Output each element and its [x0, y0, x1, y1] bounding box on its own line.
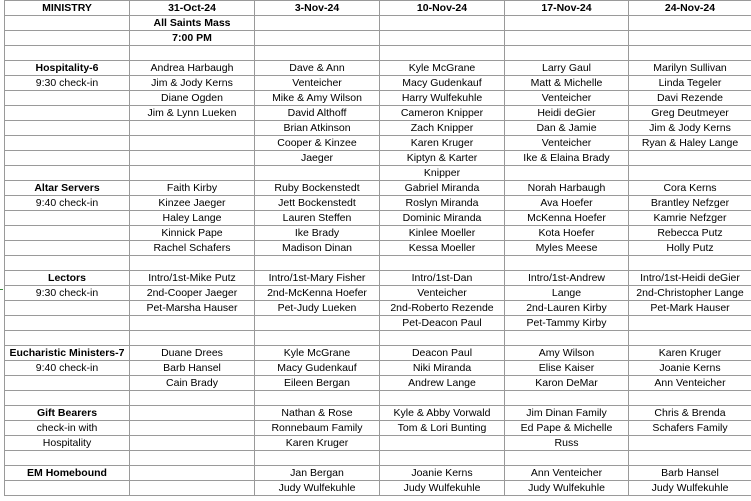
ministry-cell[interactable]: Lectors: [5, 271, 130, 286]
ministry-cell[interactable]: [5, 121, 130, 136]
assignment-cell[interactable]: [255, 46, 380, 61]
assignment-cell[interactable]: Ava Hoefer: [505, 196, 629, 211]
assignment-cell[interactable]: Ike & Elaina Brady: [505, 151, 629, 166]
assignment-cell[interactable]: Jim & Lynn Lueken: [130, 106, 255, 121]
assignment-cell[interactable]: Rachel Schafers: [130, 241, 255, 256]
assignment-cell[interactable]: Karen Kruger: [629, 346, 751, 361]
assignment-cell[interactable]: McKenna Hoefer: [505, 211, 629, 226]
assignment-cell[interactable]: Davi Rezende: [629, 91, 751, 106]
schedule-row: [5, 16, 751, 31]
schedule-row: [5, 136, 751, 151]
assignment-cell[interactable]: Lauren Steffen: [255, 211, 380, 226]
assignment-cell[interactable]: 10-Nov-24: [380, 1, 505, 16]
schedule-row: [5, 466, 751, 481]
assignment-cell[interactable]: [130, 136, 255, 151]
schedule-row: [5, 46, 751, 61]
assignment-cell[interactable]: Lange: [505, 286, 629, 301]
assignment-cell[interactable]: [255, 451, 380, 466]
assignment-cell[interactable]: [130, 316, 255, 331]
assignment-cell[interactable]: Kyle McGrane: [380, 61, 505, 76]
ministry-cell[interactable]: [5, 136, 130, 151]
assignment-cell[interactable]: [130, 46, 255, 61]
assignment-cell[interactable]: Kinnick Pape: [130, 226, 255, 241]
schedule-row: [5, 301, 751, 316]
assignment-cell[interactable]: [255, 391, 380, 406]
ministry-cell[interactable]: [5, 106, 130, 121]
assignment-cell[interactable]: Pet-Tammy Kirby: [505, 316, 629, 331]
ministry-cell[interactable]: MINISTRY: [5, 1, 130, 16]
assignment-cell[interactable]: [130, 436, 255, 451]
assignment-cell[interactable]: Karen Kruger: [380, 136, 505, 151]
assignment-cell[interactable]: Nathan & Rose: [255, 406, 380, 421]
assignment-cell[interactable]: Brantley Nefzger: [629, 196, 751, 211]
assignment-cell[interactable]: Kyle McGrane: [255, 346, 380, 361]
assignment-cell[interactable]: [629, 166, 751, 181]
assignment-cell[interactable]: [380, 31, 505, 46]
schedule-body: [5, 1, 751, 496]
assignment-cell[interactable]: Amy Wilson: [505, 346, 629, 361]
assignment-cell[interactable]: 3-Nov-24: [255, 1, 380, 16]
schedule-row: [5, 166, 751, 181]
assignment-cell[interactable]: Ike Brady: [255, 226, 380, 241]
ministry-cell[interactable]: Hospitality: [5, 436, 130, 451]
assignment-cell[interactable]: 17-Nov-24: [505, 1, 629, 16]
assignment-cell[interactable]: [505, 331, 629, 346]
assignment-cell[interactable]: Kyle & Abby Vorwald: [380, 406, 505, 421]
assignment-cell[interactable]: [130, 406, 255, 421]
ministry-cell[interactable]: [5, 226, 130, 241]
assignment-cell[interactable]: Russ: [505, 436, 629, 451]
assignment-cell[interactable]: Jim & Jody Kerns: [130, 76, 255, 91]
assignment-cell[interactable]: [255, 16, 380, 31]
schedule-row: [5, 316, 751, 331]
assignment-cell[interactable]: Duane Drees: [130, 346, 255, 361]
schedule-row: [5, 211, 751, 226]
schedule-row: [5, 91, 751, 106]
assignment-cell[interactable]: [255, 316, 380, 331]
assignment-cell[interactable]: [255, 331, 380, 346]
assignment-cell[interactable]: David Althoff: [255, 106, 380, 121]
ministry-schedule-table: [4, 0, 751, 496]
ministry-cell[interactable]: EM Homebound: [5, 466, 130, 481]
assignment-cell[interactable]: Ed Pape & Michelle: [505, 421, 629, 436]
assignment-cell[interactable]: Marilyn Sullivan: [629, 61, 751, 76]
assignment-cell[interactable]: All Saints Mass: [130, 16, 255, 31]
ministry-cell[interactable]: 9:30 check-in: [5, 286, 130, 301]
ministry-cell[interactable]: [5, 481, 130, 496]
assignment-cell[interactable]: [629, 451, 751, 466]
schedule-row: [5, 376, 751, 391]
assignment-cell[interactable]: Niki Miranda: [380, 361, 505, 376]
ministry-cell[interactable]: [5, 241, 130, 256]
ministry-cell[interactable]: [5, 301, 130, 316]
schedule-row: [5, 391, 751, 406]
assignment-cell[interactable]: [629, 391, 751, 406]
assignment-cell[interactable]: Rebecca Putz: [629, 226, 751, 241]
assignment-cell[interactable]: [505, 31, 629, 46]
assignment-cell[interactable]: Tom & Lori Bunting: [380, 421, 505, 436]
assignment-cell[interactable]: Ronnebaum Family: [255, 421, 380, 436]
assignment-cell[interactable]: 2nd-Roberto Rezende: [380, 301, 505, 316]
assignment-cell[interactable]: [629, 316, 751, 331]
assignment-cell[interactable]: Myles Meese: [505, 241, 629, 256]
assignment-cell[interactable]: [130, 421, 255, 436]
ministry-cell[interactable]: [5, 376, 130, 391]
assignment-cell[interactable]: Kinzee Jaeger: [130, 196, 255, 211]
assignment-cell[interactable]: Pet-Marsha Hauser: [130, 301, 255, 316]
ministry-cell[interactable]: check-in with: [5, 421, 130, 436]
assignment-cell[interactable]: Kessa Moeller: [380, 241, 505, 256]
assignment-cell[interactable]: 2nd-Christopher Lange: [629, 286, 751, 301]
assignment-cell[interactable]: Ann Venteicher: [629, 376, 751, 391]
assignment-cell[interactable]: Mike & Amy Wilson: [255, 91, 380, 106]
assignment-cell[interactable]: 2nd-McKenna Hoefer: [255, 286, 380, 301]
assignment-cell[interactable]: Haley Lange: [130, 211, 255, 226]
assignment-cell[interactable]: Heidi deGier: [505, 106, 629, 121]
ministry-cell[interactable]: 9:40 check-in: [5, 361, 130, 376]
assignment-cell[interactable]: [130, 151, 255, 166]
assignment-cell[interactable]: [380, 391, 505, 406]
schedule-row: [5, 121, 751, 136]
assignment-cell[interactable]: Cain Brady: [130, 376, 255, 391]
assignment-cell[interactable]: Pet-Deacon Paul: [380, 316, 505, 331]
ministry-cell[interactable]: Gift Bearers: [5, 406, 130, 421]
assignment-cell[interactable]: [130, 481, 255, 496]
assignment-cell[interactable]: [380, 331, 505, 346]
ministry-cell[interactable]: 9:40 check-in: [5, 196, 130, 211]
assignment-cell[interactable]: [130, 166, 255, 181]
ministry-cell[interactable]: [5, 211, 130, 226]
schedule-row: [5, 451, 751, 466]
assignment-cell[interactable]: Barb Hansel: [130, 361, 255, 376]
assignment-cell[interactable]: 2nd-Cooper Jaeger: [130, 286, 255, 301]
schedule-row: [5, 331, 751, 346]
assignment-cell[interactable]: [380, 46, 505, 61]
assignment-cell[interactable]: [130, 466, 255, 481]
assignment-cell[interactable]: [380, 256, 505, 271]
assignment-cell[interactable]: Jett Bockenstedt: [255, 196, 380, 211]
assignment-cell[interactable]: [130, 331, 255, 346]
assignment-cell[interactable]: Ryan & Haley Lange: [629, 136, 751, 151]
ministry-cell[interactable]: Altar Servers: [5, 181, 130, 196]
assignment-cell[interactable]: Matt & Michelle: [505, 76, 629, 91]
assignment-cell[interactable]: Holly Putz: [629, 241, 751, 256]
ministry-cell[interactable]: [5, 391, 130, 406]
ministry-cell[interactable]: [5, 16, 130, 31]
assignment-cell[interactable]: [130, 451, 255, 466]
ministry-cell[interactable]: [5, 91, 130, 106]
assignment-cell[interactable]: Kota Hoefer: [505, 226, 629, 241]
assignment-cell[interactable]: [629, 16, 751, 31]
ministry-cell[interactable]: [5, 46, 130, 61]
assignment-cell[interactable]: Dominic Miranda: [380, 211, 505, 226]
assignment-cell[interactable]: [130, 121, 255, 136]
schedule-row: [5, 271, 751, 286]
assignment-cell[interactable]: Schafers Family: [629, 421, 751, 436]
assignment-cell[interactable]: [629, 331, 751, 346]
assignment-cell[interactable]: Cameron Knipper: [380, 106, 505, 121]
assignment-cell[interactable]: Venteicher: [380, 286, 505, 301]
assignment-cell[interactable]: [130, 391, 255, 406]
assignment-cell[interactable]: Madison Dinan: [255, 241, 380, 256]
assignment-cell[interactable]: [505, 391, 629, 406]
assignment-cell[interactable]: Andrea Harbaugh: [130, 61, 255, 76]
assignment-cell[interactable]: Pet-Mark Hauser: [629, 301, 751, 316]
assignment-cell[interactable]: Dan & Jamie: [505, 121, 629, 136]
assignment-cell[interactable]: Judy Wulfekuhle: [505, 481, 629, 496]
assignment-cell[interactable]: Faith Kirby: [130, 181, 255, 196]
assignment-cell[interactable]: Larry Gaul: [505, 61, 629, 76]
schedule-row: [5, 196, 751, 211]
assignment-cell[interactable]: Macy Gudenkauf: [380, 76, 505, 91]
ministry-cell[interactable]: [5, 316, 130, 331]
assignment-cell[interactable]: Cooper & Kinzee: [255, 136, 380, 151]
assignment-cell[interactable]: [255, 31, 380, 46]
assignment-cell[interactable]: Jan Bergan: [255, 466, 380, 481]
assignment-cell[interactable]: [629, 256, 751, 271]
header-row: [5, 1, 751, 16]
assignment-cell[interactable]: [380, 16, 505, 31]
assignment-cell[interactable]: Karon DeMar: [505, 376, 629, 391]
assignment-cell[interactable]: Roslyn Miranda: [380, 196, 505, 211]
schedule-row: [5, 346, 751, 361]
active-cell-marker: [0, 289, 3, 290]
ministry-cell[interactable]: Eucharistic Ministers-7: [5, 346, 130, 361]
assignment-cell[interactable]: Macy Gudenkauf: [255, 361, 380, 376]
ministry-cell[interactable]: [5, 31, 130, 46]
ministry-cell[interactable]: [5, 151, 130, 166]
assignment-cell[interactable]: Norah Harbaugh: [505, 181, 629, 196]
assignment-cell[interactable]: Judy Wulfekuhle: [629, 481, 751, 496]
assignment-cell[interactable]: Venteicher: [505, 136, 629, 151]
assignment-cell[interactable]: Ruby Bockenstedt: [255, 181, 380, 196]
assignment-cell[interactable]: Intro/1st-Andrew: [505, 271, 629, 286]
assignment-cell[interactable]: Deacon Paul: [380, 346, 505, 361]
assignment-cell[interactable]: Gabriel Miranda: [380, 181, 505, 196]
assignment-cell[interactable]: Elise Kaiser: [505, 361, 629, 376]
assignment-cell[interactable]: Harry Wulfekuhle: [380, 91, 505, 106]
schedule-row: [5, 76, 751, 91]
assignment-cell[interactable]: [380, 436, 505, 451]
assignment-cell[interactable]: 24-Nov-24: [629, 1, 751, 16]
assignment-cell[interactable]: Dave & Ann: [255, 61, 380, 76]
schedule-row: [5, 406, 751, 421]
assignment-cell[interactable]: [255, 256, 380, 271]
ministry-cell[interactable]: Hospitality-6: [5, 61, 130, 76]
schedule-row: [5, 106, 751, 121]
assignment-cell[interactable]: Ann Venteicher: [505, 466, 629, 481]
assignment-cell[interactable]: 2nd-Lauren Kirby: [505, 301, 629, 316]
assignment-cell[interactable]: [629, 436, 751, 451]
schedule-row: [5, 226, 751, 241]
assignment-cell[interactable]: [380, 451, 505, 466]
assignment-cell[interactable]: [629, 31, 751, 46]
schedule-row: [5, 421, 751, 436]
assignment-cell[interactable]: Judy Wulfekuhle: [380, 481, 505, 496]
assignment-cell[interactable]: Greg Deutmeyer: [629, 106, 751, 121]
assignment-cell[interactable]: Venteicher: [505, 91, 629, 106]
assignment-cell[interactable]: Joanie Kerns: [380, 466, 505, 481]
assignment-cell[interactable]: Eileen Bergan: [255, 376, 380, 391]
assignment-cell[interactable]: [505, 451, 629, 466]
schedule-row: [5, 256, 751, 271]
assignment-cell[interactable]: Joanie Kerns: [629, 361, 751, 376]
assignment-cell[interactable]: Chris & Brenda: [629, 406, 751, 421]
assignment-cell[interactable]: Intro/1st-Dan: [380, 271, 505, 286]
assignment-cell[interactable]: Intro/1st-Heidi deGier: [629, 271, 751, 286]
assignment-cell[interactable]: Kamrie Nefzger: [629, 211, 751, 226]
assignment-cell[interactable]: Diane Ogden: [130, 91, 255, 106]
assignment-cell[interactable]: Pet-Judy Lueken: [255, 301, 380, 316]
schedule-row: [5, 241, 751, 256]
assignment-cell[interactable]: Judy Wulfekuhle: [255, 481, 380, 496]
schedule-row: [5, 31, 751, 46]
assignment-cell[interactable]: Jim Dinan Family: [505, 406, 629, 421]
assignment-cell[interactable]: Andrew Lange: [380, 376, 505, 391]
schedule-row: [5, 436, 751, 451]
assignment-cell[interactable]: Kiptyn & Karter: [380, 151, 505, 166]
assignment-cell[interactable]: [130, 256, 255, 271]
schedule-row: [5, 181, 751, 196]
assignment-cell[interactable]: [505, 46, 629, 61]
assignment-cell[interactable]: Barb Hansel: [629, 466, 751, 481]
ministry-cell[interactable]: 9:30 check-in: [5, 76, 130, 91]
assignment-cell[interactable]: Knipper: [380, 166, 505, 181]
assignment-cell[interactable]: [505, 16, 629, 31]
schedule-row: [5, 151, 751, 166]
assignment-cell[interactable]: [629, 151, 751, 166]
schedule-row: [5, 481, 751, 496]
assignment-cell[interactable]: Jim & Jody Kerns: [629, 121, 751, 136]
schedule-row: [5, 286, 751, 301]
assignment-cell[interactable]: Karen Kruger: [255, 436, 380, 451]
assignment-cell[interactable]: Venteicher: [255, 76, 380, 91]
ministry-cell[interactable]: [5, 331, 130, 346]
ministry-cell[interactable]: [5, 256, 130, 271]
assignment-cell[interactable]: Jaeger: [255, 151, 380, 166]
schedule-row: [5, 61, 751, 76]
schedule-row: [5, 361, 751, 376]
assignment-cell[interactable]: Brian Atkinson: [255, 121, 380, 136]
assignment-cell[interactable]: Zach Knipper: [380, 121, 505, 136]
assignment-cell[interactable]: [255, 166, 380, 181]
assignment-cell[interactable]: Intro/1st-Mike Putz: [130, 271, 255, 286]
assignment-cell[interactable]: 7:00 PM: [130, 31, 255, 46]
ministry-cell[interactable]: [5, 166, 130, 181]
assignment-cell[interactable]: Kinlee Moeller: [380, 226, 505, 241]
assignment-cell[interactable]: [629, 46, 751, 61]
assignment-cell[interactable]: [505, 166, 629, 181]
assignment-cell[interactable]: Intro/1st-Mary Fisher: [255, 271, 380, 286]
assignment-cell[interactable]: Linda Tegeler: [629, 76, 751, 91]
assignment-cell[interactable]: Cora Kerns: [629, 181, 751, 196]
ministry-cell[interactable]: [5, 451, 130, 466]
assignment-cell[interactable]: [505, 256, 629, 271]
assignment-cell[interactable]: 31-Oct-24: [130, 1, 255, 16]
